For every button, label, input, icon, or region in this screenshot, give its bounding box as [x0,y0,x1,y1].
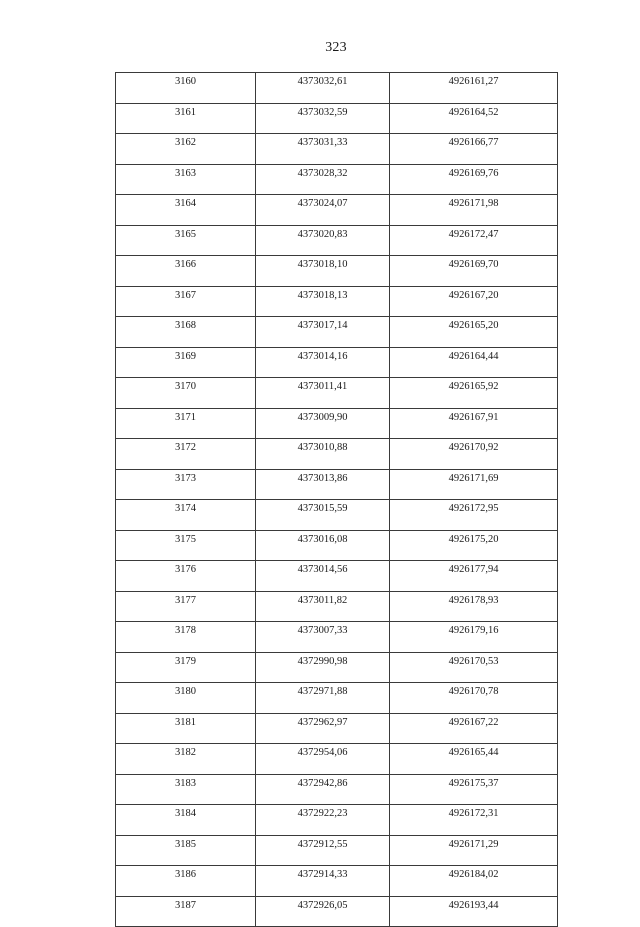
point-number-cell: 3165 [116,225,256,256]
y-coordinate-cell: 4926165,20 [390,317,558,348]
y-coordinate-cell: 4926171,98 [390,195,558,226]
x-coordinate-cell: 4372971,88 [256,683,390,714]
table-row [116,286,558,317]
x-coordinate-cell: 4373020,83 [256,225,390,256]
y-coordinate-cell: 4926161,27 [390,73,558,104]
x-coordinate-cell: 4372990,98 [256,652,390,683]
x-coordinate-cell: 4373014,16 [256,347,390,378]
table-row [116,896,558,927]
coordinates-table [115,72,558,927]
table-row [116,134,558,165]
x-coordinate-cell: 4372922,23 [256,805,390,836]
table-row [116,225,558,256]
x-coordinate-cell: 4372926,05 [256,896,390,927]
point-number-cell: 3184 [116,805,256,836]
x-coordinate-cell: 4373011,82 [256,591,390,622]
table-row [116,713,558,744]
table-row [116,774,558,805]
table-row [116,530,558,561]
x-coordinate-cell: 4373016,08 [256,530,390,561]
point-number-cell: 3169 [116,347,256,378]
x-coordinate-cell: 4373024,07 [256,195,390,226]
x-coordinate-cell: 4373028,32 [256,164,390,195]
y-coordinate-cell: 4926172,95 [390,500,558,531]
x-coordinate-cell: 4372942,86 [256,774,390,805]
point-number-cell: 3171 [116,408,256,439]
y-coordinate-cell: 4926164,52 [390,103,558,134]
point-number-cell: 3161 [116,103,256,134]
table-row [116,744,558,775]
y-coordinate-cell: 4926175,37 [390,774,558,805]
point-number-cell: 3185 [116,835,256,866]
table-row [116,622,558,653]
table-row [116,103,558,134]
point-number-cell: 3183 [116,774,256,805]
y-coordinate-cell: 4926166,77 [390,134,558,165]
y-coordinate-cell: 4926179,16 [390,622,558,653]
table-row [116,164,558,195]
table-row [116,591,558,622]
point-number-cell: 3181 [116,713,256,744]
table-row [116,866,558,897]
page-number: 323 [325,40,347,55]
y-coordinate-cell: 4926172,31 [390,805,558,836]
table-row [116,683,558,714]
y-coordinate-cell: 4926172,47 [390,225,558,256]
point-number-cell: 3170 [116,378,256,409]
table-row [116,652,558,683]
point-number-cell: 3168 [116,317,256,348]
y-coordinate-cell: 4926170,92 [390,439,558,470]
table-row [116,408,558,439]
point-number-cell: 3167 [116,286,256,317]
y-coordinate-cell: 4926171,29 [390,835,558,866]
point-number-cell: 3182 [116,744,256,775]
x-coordinate-cell: 4373017,14 [256,317,390,348]
table-row [116,73,558,104]
point-number-cell: 3177 [116,591,256,622]
point-number-cell: 3160 [116,73,256,104]
x-coordinate-cell: 4373013,86 [256,469,390,500]
table-row [116,500,558,531]
y-coordinate-cell: 4926169,76 [390,164,558,195]
y-coordinate-cell: 4926164,44 [390,347,558,378]
x-coordinate-cell: 4373011,41 [256,378,390,409]
table-row [116,805,558,836]
x-coordinate-cell: 4372962,97 [256,713,390,744]
table-row [116,195,558,226]
table-row [116,439,558,470]
x-coordinate-cell: 4373009,90 [256,408,390,439]
x-coordinate-cell: 4373018,13 [256,286,390,317]
table-row [116,561,558,592]
x-coordinate-cell: 4373032,61 [256,73,390,104]
y-coordinate-cell: 4926177,94 [390,561,558,592]
point-number-cell: 3166 [116,256,256,287]
point-number-cell: 3164 [116,195,256,226]
point-number-cell: 3174 [116,500,256,531]
x-coordinate-cell: 4373015,59 [256,500,390,531]
table-row [116,835,558,866]
table-row [116,469,558,500]
point-number-cell: 3187 [116,896,256,927]
y-coordinate-cell: 4926167,91 [390,408,558,439]
x-coordinate-cell: 4372914,33 [256,866,390,897]
point-number-cell: 3179 [116,652,256,683]
table-row [116,317,558,348]
point-number-cell: 3180 [116,683,256,714]
x-coordinate-cell: 4373010,88 [256,439,390,470]
y-coordinate-cell: 4926167,22 [390,713,558,744]
x-coordinate-cell: 4372954,06 [256,744,390,775]
table-row [116,256,558,287]
x-coordinate-cell: 4373031,33 [256,134,390,165]
y-coordinate-cell: 4926165,92 [390,378,558,409]
y-coordinate-cell: 4926169,70 [390,256,558,287]
point-number-cell: 3162 [116,134,256,165]
point-number-cell: 3178 [116,622,256,653]
point-number-cell: 3173 [116,469,256,500]
point-number-cell: 3163 [116,164,256,195]
table-row [116,347,558,378]
y-coordinate-cell: 4926170,78 [390,683,558,714]
y-coordinate-cell: 4926193,44 [390,896,558,927]
y-coordinate-cell: 4926167,20 [390,286,558,317]
x-coordinate-cell: 4373014,56 [256,561,390,592]
y-coordinate-cell: 4926175,20 [390,530,558,561]
table-row [116,378,558,409]
y-coordinate-cell: 4926171,69 [390,469,558,500]
x-coordinate-cell: 4372912,55 [256,835,390,866]
x-coordinate-cell: 4373007,33 [256,622,390,653]
coordinates-table-body [116,73,558,927]
point-number-cell: 3186 [116,866,256,897]
x-coordinate-cell: 4373032,59 [256,103,390,134]
point-number-cell: 3172 [116,439,256,470]
y-coordinate-cell: 4926184,02 [390,866,558,897]
point-number-cell: 3175 [116,530,256,561]
y-coordinate-cell: 4926178,93 [390,591,558,622]
point-number-cell: 3176 [116,561,256,592]
x-coordinate-cell: 4373018,10 [256,256,390,287]
y-coordinate-cell: 4926165,44 [390,744,558,775]
y-coordinate-cell: 4926170,53 [390,652,558,683]
